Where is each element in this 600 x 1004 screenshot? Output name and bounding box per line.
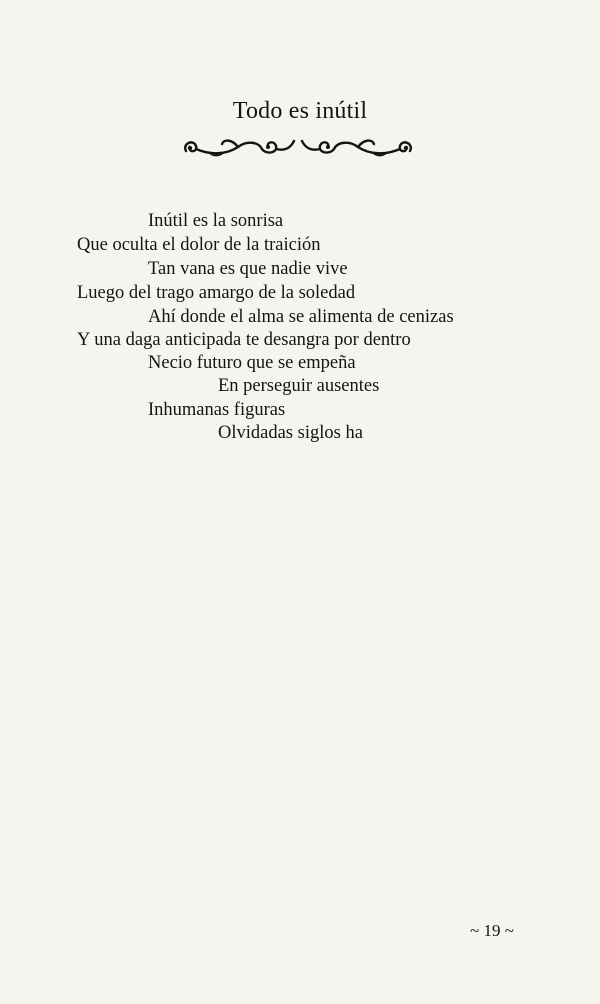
poem-line: Tan vana es que nadie vive — [148, 259, 348, 279]
poem-line: Luego del trago amargo de la soledad — [77, 283, 356, 303]
poem-line: Necio futuro que se empeña — [148, 353, 356, 373]
poem-line: Inhumanas figuras — [148, 400, 286, 420]
page-number: ~ 19 ~ — [470, 921, 514, 940]
ornament-divider-icon — [180, 133, 416, 161]
poem-line: Ahí donde el alma se alimenta de cenizas — [148, 307, 454, 327]
poem-title: Todo es inútil — [232, 98, 368, 124]
poem-line: En perseguir ausentes — [218, 376, 380, 396]
poem-line: Olvidadas siglos ha — [218, 423, 363, 443]
poem-line: Que oculta el dolor de la traición — [77, 235, 321, 255]
poem-line: Y una daga anticipada te desangra por dentro — [77, 330, 411, 350]
poem-line: Inútil es la sonrisa — [148, 211, 284, 231]
